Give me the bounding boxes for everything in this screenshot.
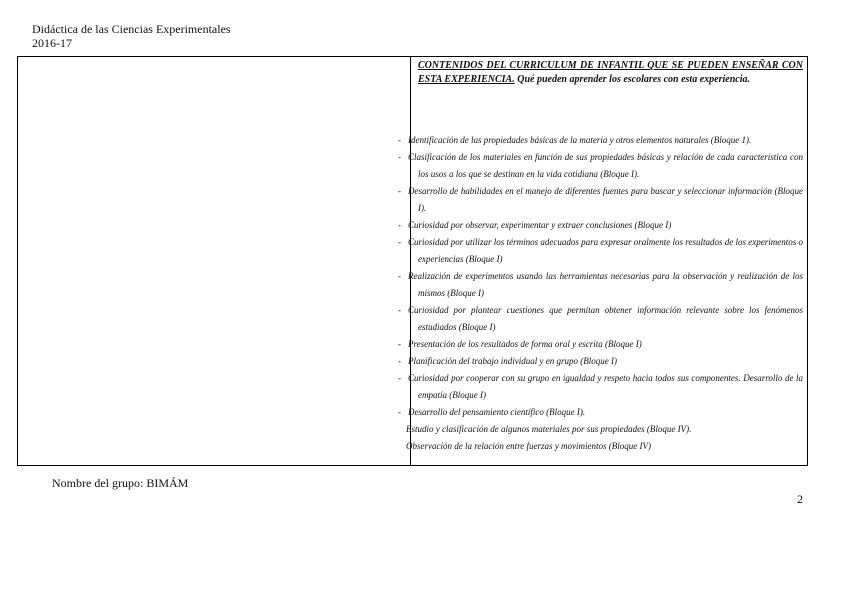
list-item-text: Observación de la relación entre fuerzas y movimientos (Bloque IV) — [406, 441, 652, 451]
list-item — [398, 183, 803, 217]
bullet-dash: - — [398, 356, 401, 366]
list-item-text: Estudio y clasificación de algunos materiales por sus propiedades (Bloque IV). — [406, 424, 692, 434]
list-item — [398, 370, 803, 404]
list-item — [398, 149, 803, 183]
list-item-text: Desarrollo del pensamiento científico (Bloque I). — [408, 407, 586, 417]
list-item-text: Identificación de las propiedades básicas de la materia y otros elementos naturales (Bloque 1). — [408, 135, 752, 145]
list-item — [398, 302, 803, 336]
heading-rest: Qué pueden aprender los escolares con esta experiencia. — [514, 74, 750, 85]
list-item-text: Desarrollo de habilidades en el manejo de diferentes fuentes para buscar y seleccionar información (Bloque I). — [408, 186, 803, 213]
list-item — [398, 217, 803, 234]
bullet-dash: - — [398, 407, 401, 417]
list-item-text: Planificación del trabajo individual y en grupo (Bloque I) — [408, 356, 617, 366]
list-item — [398, 132, 803, 149]
list-item — [398, 336, 803, 353]
heading-caps: CONTENIDOS DEL CURRICULUM DE INFANTIL QUE SE PUEDEN ENSEÑAR CON ESTA EXPERIENCIA. — [418, 60, 803, 85]
bullet-dash: - — [398, 305, 401, 315]
content-list — [398, 132, 803, 455]
table-heading — [418, 59, 803, 87]
content-table — [17, 56, 808, 466]
course-title: Didáctica de las Ciencias Experimentales — [32, 22, 231, 36]
list-item — [398, 404, 803, 421]
list-item — [398, 353, 803, 370]
group-name: Nombre del grupo: BIMÁM — [52, 476, 189, 490]
list-item — [398, 268, 803, 302]
bullet-dash: - — [398, 135, 401, 145]
bullet-dash: - — [398, 271, 401, 281]
bullet-dash: - — [398, 237, 401, 247]
list-item — [398, 421, 803, 438]
list-item-text: Curiosidad por utilizar los términos adecuados para expresar oralmente los resultados de los experimentos o experiencias (Bloque I) — [408, 237, 803, 264]
list-item-text: Curiosidad por observar, experimentar y extraer conclusiones (Bloque I) — [408, 220, 672, 230]
academic-year: 2016-17 — [32, 36, 72, 50]
list-item-text: Clasificación de los materiales en función de sus propiedades básicas y relación de cada característica con los usos a los que se destinan en la vida cotidiana (Bloque I). — [408, 152, 803, 179]
bullet-dash: - — [398, 220, 401, 230]
list-item — [398, 234, 803, 268]
bullet-dash: - — [398, 373, 401, 383]
bullet-dash: - — [398, 152, 401, 162]
list-item-text: Curiosidad por cooperar con su grupo en igualdad y respeto hacia todos sus componentes. Desarrollo de la empatía (Bloque I) — [408, 373, 803, 400]
bullet-dash: - — [398, 339, 401, 349]
list-item — [398, 438, 803, 455]
page-number: 2 — [797, 492, 803, 506]
list-item-text: Curiosidad por plantear cuestiones que permitan obtener información relevante sobre los fenómenos estudiados (Bloque I) — [408, 305, 803, 332]
list-item-text: Presentación de los resultados de forma oral y escrita (Bloque I) — [408, 339, 642, 349]
list-item-text: Realización de experimentos usando las herramientas necesarias para la observación y realización de los mismos (Bloque I) — [408, 271, 803, 298]
bullet-dash: - — [398, 186, 401, 196]
